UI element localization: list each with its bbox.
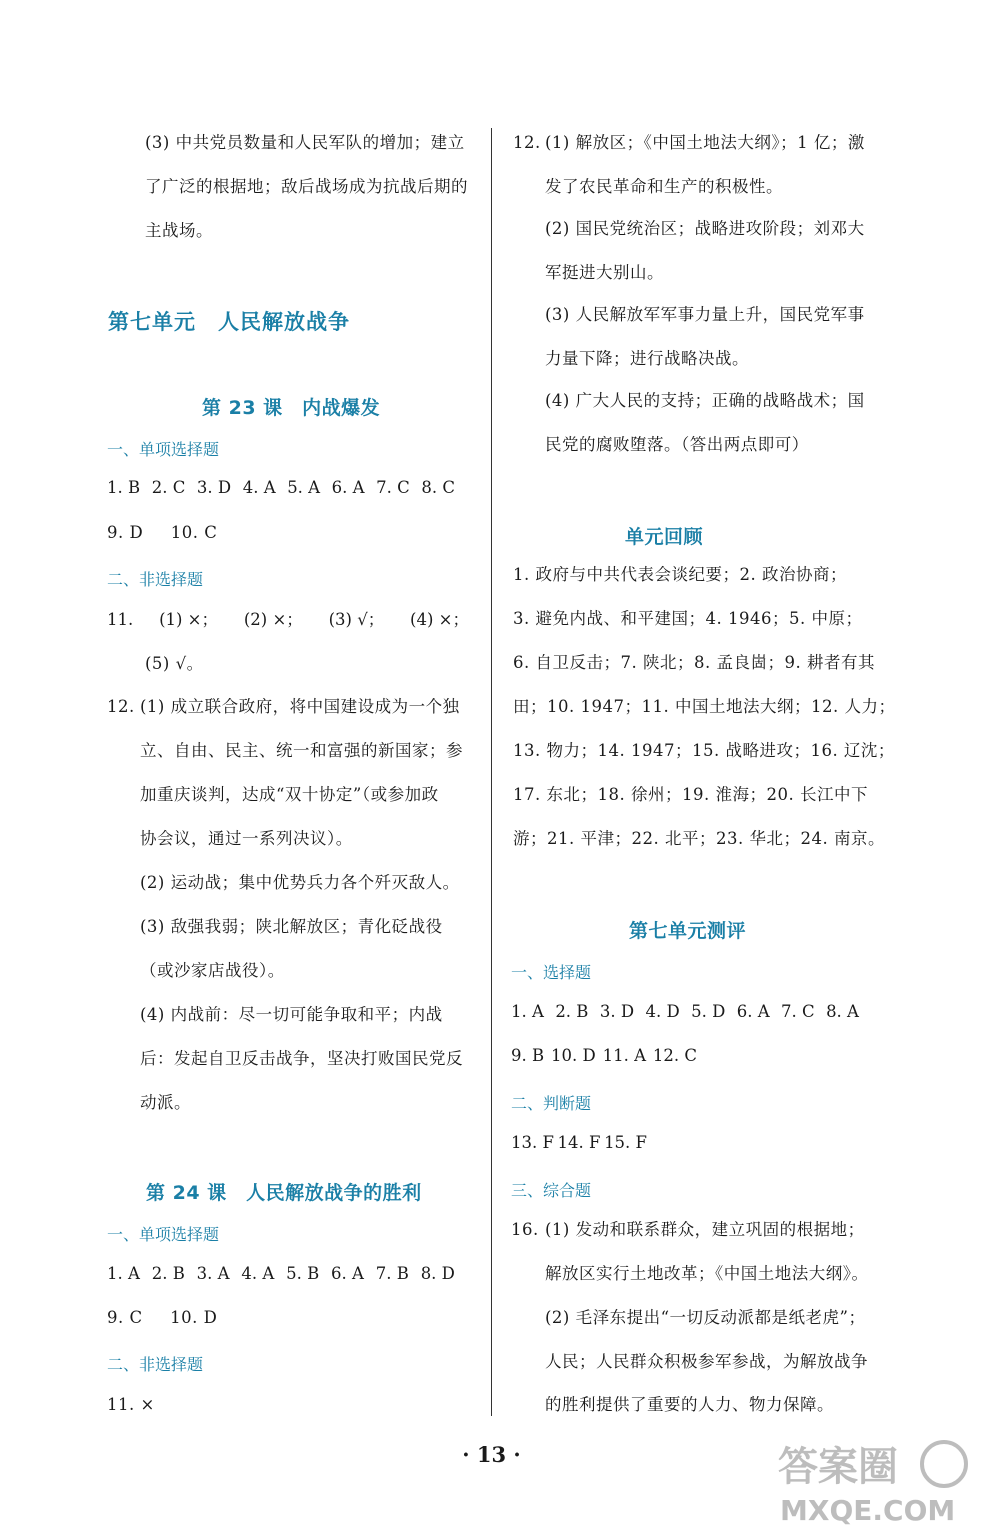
review-line: 田；10. 1947；11. 中国土地法大纲；12. 人力； bbox=[513, 697, 896, 716]
watermark-url: MXQE.COM bbox=[780, 1494, 956, 1527]
answer: 1. A bbox=[511, 1002, 544, 1021]
answer: 2. B bbox=[555, 1002, 589, 1021]
lesson-23-title: 第 23 课 内战爆发 bbox=[202, 397, 381, 419]
answer: (1) ×； bbox=[159, 610, 219, 629]
answer: 9. B bbox=[511, 1046, 545, 1065]
watermark-text: 答案圈 bbox=[778, 1444, 898, 1490]
review-line: 3. 避免内战、和平建国；4. 1946；5. 中原； bbox=[513, 609, 863, 628]
answer: 1. B bbox=[107, 478, 141, 497]
lesson-23-q12-line: 协会议，通过一系列决议）。 bbox=[140, 829, 353, 848]
answer: 5. D bbox=[691, 1002, 726, 1021]
lesson-23-q12-line: 立、自由、民主、统一和富强的新国家；参 bbox=[140, 741, 463, 760]
answer: 10. D bbox=[551, 1046, 596, 1065]
lesson-24-mc-row-1 bbox=[107, 1264, 455, 1284]
lesson-23-mc-row-2 bbox=[107, 523, 217, 543]
answer: 3. A bbox=[196, 1264, 230, 1283]
q12-line: 发了农民革命和生产的积极性。 bbox=[545, 177, 783, 196]
lesson-23-q11-row-1 bbox=[107, 610, 469, 630]
q16-line: (1) 发动和联系群众，建立巩固的根据地； bbox=[545, 1220, 865, 1239]
answer: 12. C bbox=[652, 1046, 697, 1065]
answer: 5. B bbox=[286, 1264, 320, 1283]
q16-line: (2) 毛泽东提出“一切反动派都是纸老虎”； bbox=[545, 1308, 866, 1327]
answer: 9. C bbox=[107, 1308, 143, 1327]
lesson-23-q12-line: (3) 敌强我弱；陕北解放区；青化砭战役 bbox=[140, 917, 443, 936]
q16-line: 的胜利提供了重要的人力、物力保障。 bbox=[545, 1395, 834, 1414]
q12-line: (1) 解放区；《中国土地法大纲》；1 亿；激 bbox=[545, 133, 865, 152]
intro-line-1: (3) 中共党员数量和人民军队的增加；建立 bbox=[145, 133, 465, 152]
answer: 8. A bbox=[826, 1002, 859, 1021]
q12-line: 民党的腐败堕落。（答出两点即可） bbox=[545, 435, 809, 454]
test-mc-row-2 bbox=[511, 1046, 697, 1066]
answer: 4. D bbox=[645, 1002, 680, 1021]
intro-line-2: 了广泛的根据地；敌后战场成为抗战后期的 bbox=[145, 177, 468, 196]
answer: 6. A bbox=[736, 1002, 770, 1021]
lesson-23-q12-line: 后：发起自卫反击战争，坚决打败国民党反 bbox=[140, 1049, 463, 1068]
answer: 9. D bbox=[107, 523, 144, 542]
review-line: 游；21. 平津；22. 北平；23. 华北；24. 南京。 bbox=[513, 829, 885, 848]
answer: (2) ×； bbox=[243, 610, 303, 629]
lesson-23-section-2: 二、非选择题 bbox=[107, 570, 204, 589]
question-number: 11. bbox=[107, 610, 134, 629]
answer: 7. C bbox=[376, 478, 410, 497]
intro-line-3: 主战场。 bbox=[145, 221, 213, 240]
answer: 3. D bbox=[599, 1002, 635, 1021]
unit-title: 第七单元 人民解放战争 bbox=[108, 310, 350, 334]
answer: 8. D bbox=[420, 1264, 455, 1283]
q12-line: (2) 国民党统治区；战略进攻阶段；刘邓大 bbox=[545, 219, 865, 238]
answer: 2. B bbox=[151, 1264, 185, 1283]
column-divider bbox=[491, 128, 492, 1416]
lesson-23-section-1: 一、单项选择题 bbox=[107, 440, 220, 459]
answer: 1. A bbox=[107, 1264, 140, 1283]
lesson-23-q11-row-2: (5) √。 bbox=[145, 654, 204, 673]
answer: 6. A bbox=[331, 1264, 364, 1283]
answer: (3) √； bbox=[328, 610, 385, 629]
q12-line: 力量下降；进行战略决战。 bbox=[545, 349, 749, 368]
q12-line: 军挺进大别山。 bbox=[545, 263, 664, 282]
answer: 13. F bbox=[511, 1133, 554, 1152]
q16-line: 解放区实行土地改革；《中国土地法大纲》。 bbox=[545, 1264, 869, 1283]
answer: 7. B bbox=[375, 1264, 409, 1283]
unit-test-title: 第七单元测评 bbox=[629, 920, 747, 942]
lesson-23-mc-row-1 bbox=[107, 478, 455, 498]
answer: 4. A bbox=[242, 478, 276, 497]
answer: 11. A bbox=[602, 1046, 646, 1065]
answer: 14. F bbox=[557, 1133, 601, 1152]
review-line: 17. 东北；18. 徐州；19. 淮海；20. 长江中下 bbox=[513, 785, 868, 804]
answer: 10. D bbox=[170, 1308, 218, 1327]
lesson-24-mc-row-2 bbox=[107, 1308, 217, 1328]
lesson-23-q12-line: 动派。 bbox=[140, 1093, 191, 1112]
answer: 6. A bbox=[331, 478, 365, 497]
review-title: 单元回顾 bbox=[625, 526, 704, 548]
watermark-logo bbox=[768, 1428, 973, 1528]
q12-number: 12. bbox=[513, 133, 541, 152]
test-mc-row-1 bbox=[511, 1002, 859, 1022]
page-number: · 13 · bbox=[462, 1442, 521, 1467]
lesson-24-title: 第 24 课 人民解放战争的胜利 bbox=[146, 1182, 422, 1204]
answer: (4) ×； bbox=[410, 610, 469, 629]
lesson-23-q12-line: 加重庆谈判，达成“双十协定”（或参加政 bbox=[140, 785, 439, 804]
lesson-24-section-2: 二、非选择题 bbox=[107, 1355, 204, 1374]
lesson-23-q12-line: (4) 内战前：尽一切可能争取和平；内战 bbox=[140, 1005, 443, 1024]
lesson-23-q12-line: (1) 成立联合政府，将中国建设成为一个独 bbox=[140, 697, 460, 716]
q12-line: (4) 广大人民的支持；正确的战略战术；国 bbox=[545, 391, 865, 410]
lesson-23-q12-line: （或沙家店战役）。 bbox=[140, 961, 285, 980]
review-line: 13. 物力；14. 1947；15. 战略进攻；16. 辽沈； bbox=[513, 741, 895, 760]
answer: 15. F bbox=[604, 1133, 647, 1152]
answer: 10. C bbox=[170, 523, 218, 542]
answer: 5. A bbox=[287, 478, 321, 497]
answer: 7. C bbox=[781, 1002, 815, 1021]
test-judge-row bbox=[511, 1133, 647, 1153]
answer: 8. C bbox=[421, 478, 455, 497]
review-line: 1. 政府与中共代表会谈纪要；2. 政治协商； bbox=[513, 565, 847, 584]
q16-number: 16. bbox=[511, 1220, 539, 1239]
watermark-circle bbox=[922, 1442, 966, 1486]
lesson-24-section-1: 一、单项选择题 bbox=[107, 1225, 220, 1244]
answer: 3. D bbox=[196, 478, 232, 497]
q16-line: 人民；人民群众积极参军参战，为解放战争 bbox=[545, 1352, 868, 1371]
q12-line: (3) 人民解放军军事力量上升，国民党军事 bbox=[545, 305, 865, 324]
test-section-2: 二、判断题 bbox=[511, 1094, 592, 1113]
answer: 4. A bbox=[241, 1264, 275, 1283]
lesson-23-q12-number: 12. bbox=[107, 697, 135, 716]
answer: 2. C bbox=[151, 478, 186, 497]
lesson-23-q12-line: (2) 运动战；集中优势兵力各个歼灭敌人。 bbox=[140, 873, 460, 892]
review-line: 6. 自卫反击；7. 陕北；8. 孟良崮；9. 耕者有其 bbox=[513, 653, 875, 672]
test-section-1: 一、选择题 bbox=[511, 963, 592, 982]
test-section-3: 三、综合题 bbox=[511, 1181, 592, 1200]
lesson-24-q11: 11. × bbox=[107, 1395, 155, 1414]
